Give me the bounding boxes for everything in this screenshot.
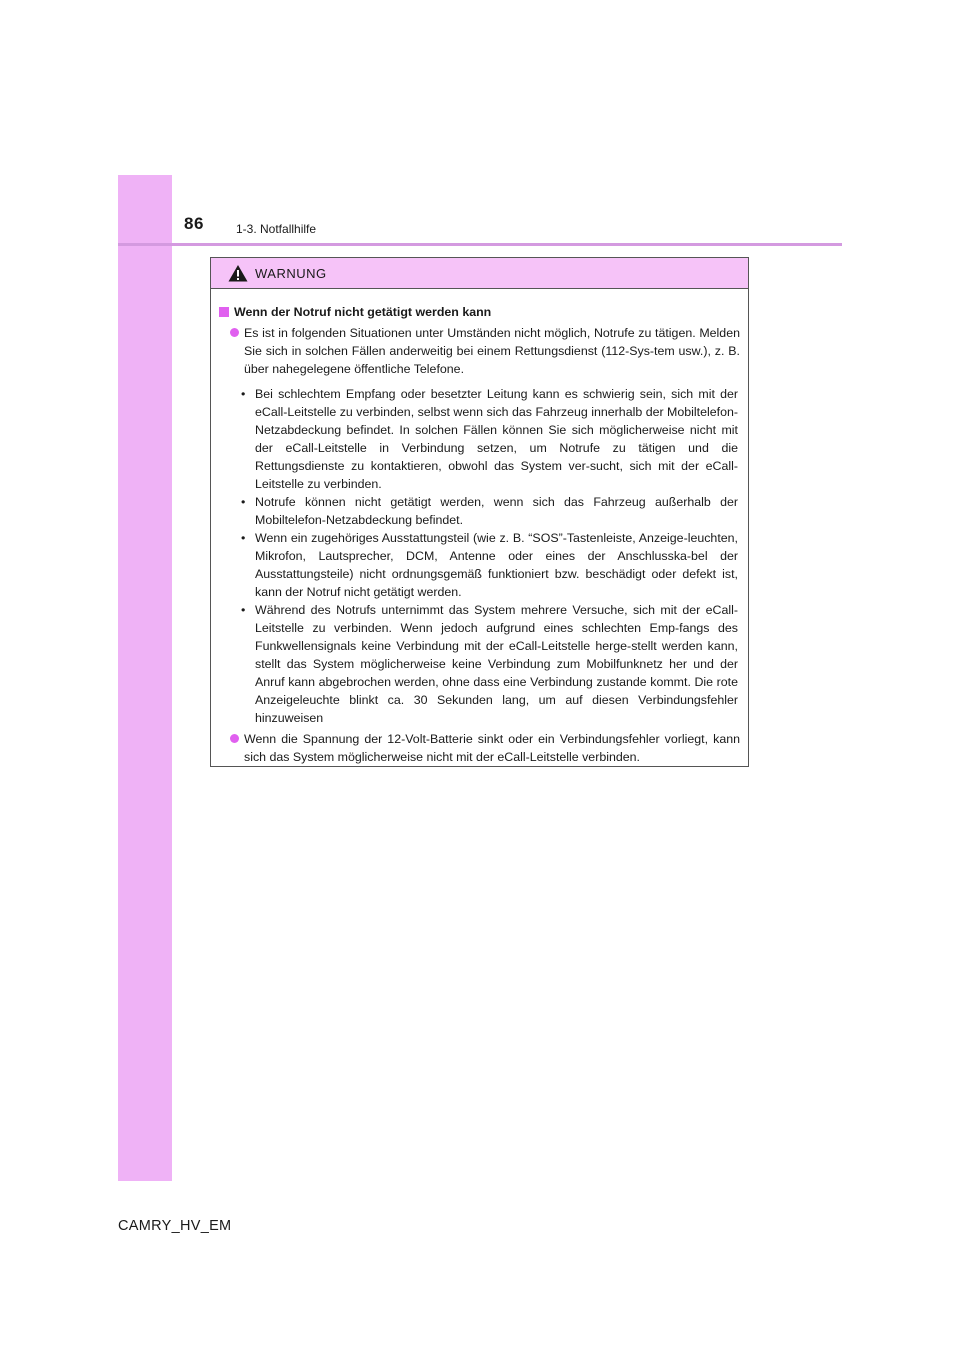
bullet-text: Wenn die Spannung der 12-Volt-Batterie sinkt oder ein Verbindungsfehler vorliegt, kann sich das System möglicherweise nicht mit der eCall-Leitstelle verbinden. bbox=[244, 732, 740, 764]
warning-heading bbox=[219, 303, 740, 321]
sub-list-item bbox=[239, 385, 740, 493]
sub-item-text: Bei schlechtem Empfang oder besetzter Leitung kann es schwierig sein, sich mit der eCall-Leitstelle zu verbinden, selbst wenn sich das Fahrzeug innerhalb der Mobiltelefon-Netzabdeckung befindet. In solchen Fällen können Sie sich möglicherweise nicht mit der eCall-Leitstelle in Verbindung setzen, um Notrufe zu tätigen und die Rettungsdienste zu kontaktieren, obwohl das System ver-sucht, sich mit der eCall-Leitstelle zu verbinden. bbox=[255, 387, 738, 491]
warning-box bbox=[210, 257, 749, 767]
bullet-text: Es ist in folgenden Situationen unter Umständen nicht möglich, Notrufe zu tätigen. Melden Sie sich in solchen Fällen anderweitig bei einem Rettungsdienst (112-Sys-tem usw.), z. B. über nahegelegene öffentliche Telefone. bbox=[244, 326, 740, 376]
dot-bullet-icon: • bbox=[241, 531, 246, 545]
warning-header bbox=[211, 258, 748, 289]
warning-heading-text: Wenn der Notruf nicht getätigt werden kann bbox=[234, 305, 492, 319]
square-bullet-icon bbox=[219, 307, 229, 317]
section-title: 1-3. Notfallhilfe bbox=[236, 222, 317, 236]
warning-body bbox=[211, 289, 748, 766]
sub-list-item bbox=[239, 493, 740, 529]
sub-item-text: Notrufe können nicht getätigt werden, wenn sich das Fahrzeug außerhalb der Mobiltelefon-Netzabdeckung befindet. bbox=[255, 495, 738, 527]
side-tab-strip bbox=[118, 175, 172, 1181]
sub-list-item bbox=[239, 601, 740, 727]
dot-bullet-icon: • bbox=[241, 495, 246, 509]
dot-bullet-icon: • bbox=[241, 603, 246, 617]
dot-bullet-icon: • bbox=[241, 387, 246, 401]
sub-item-text: Wenn ein zugehöriges Ausstattungsteil (wie z. B. “SOS”-Tastenleiste, Anzeige-leuchten, Mikrofon, Lautsprecher, DCM, Antenne oder eines der Anschlusska-bel der Ausstattungsteile) nicht ordnungsgemäß funktioniert bzw. beschädigt oder defekt ist, kann der Notruf nicht getätigt werden. bbox=[255, 531, 738, 599]
bullet-item bbox=[219, 324, 740, 378]
warning-title: WARNUNG bbox=[255, 265, 327, 281]
header-rule bbox=[118, 243, 842, 246]
page-number: 86 bbox=[184, 214, 204, 233]
circle-bullet-icon bbox=[230, 328, 239, 337]
sub-list-item bbox=[239, 529, 740, 601]
footer-model-code: CAMRY_HV_EM bbox=[118, 1218, 232, 1234]
sub-item-text: Während des Notrufs unternimmt das System mehrere Versuche, sich mit der eCall-Leitstelle zu verbinden. Wenn jedoch aufgrund eines schlechten Emp-fangs des Funkwellensignals keine Verbindung mit der eCall-Leitstelle herge-stellt werden kann, stellt das System möglicherweise keine Verbindung zum Mobilfunknetz her und der Anruf kann abgebrochen werden, ohne dass eine Verbindung zustande kommt. Die rote Anzeigeleuchte blinkt ca. 30 Sekunden lang, um auf diesen Verbindungsfehler hinzuweisen bbox=[255, 603, 738, 725]
sub-list bbox=[239, 385, 740, 727]
bullet-item bbox=[219, 730, 740, 766]
warning-triangle-icon bbox=[228, 264, 248, 282]
circle-bullet-icon bbox=[230, 734, 239, 743]
